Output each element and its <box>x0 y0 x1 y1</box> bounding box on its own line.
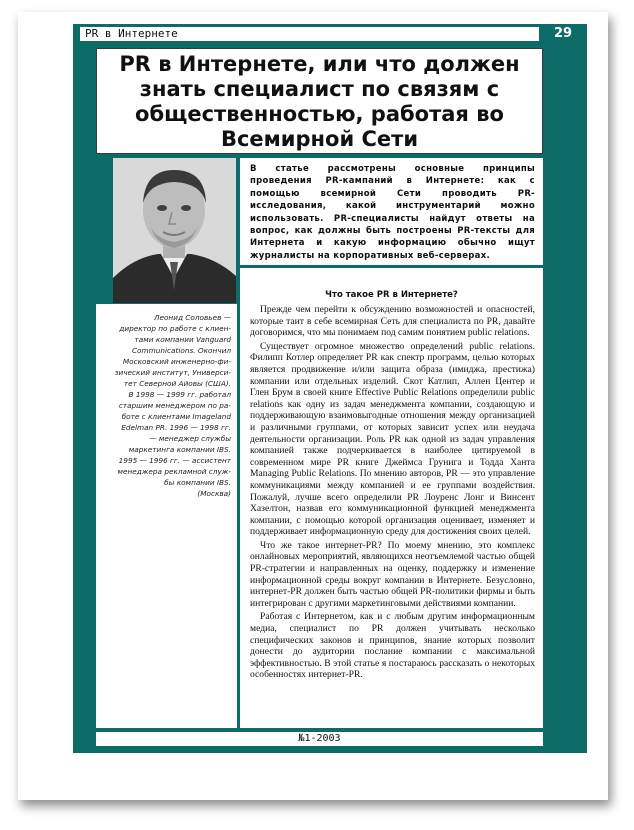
author-caption-column <box>96 304 237 728</box>
paragraph: Что же такое интернет-PR? По моему мнению, это комплекс онлайновых мероприятий, являющихся неотъемлемой частью общей PR-стратегии и направленных на оценку, поддержку и изменение информационной среды вокруг компании в Интернете. Безусловно, интернет-PR должен быть частью общей PR-политики фирмы и быть интегрирован с другими маркетинговыми действиями компании. <box>250 539 535 609</box>
paragraph: Прежде чем перейти к обсуждению возможностей и опасностей, которые таит в себе всемирная Сеть для специалиста по PR, давайте договоримся, что мы понимаем под самим понятием public relations. <box>250 304 535 339</box>
article-title: PR в Интернете, или что должен знать специалист по связям с общественностью, работая во Всемирной Сети <box>119 52 520 151</box>
section-heading: Что такое PR в Интернете? <box>325 290 458 300</box>
page-number: 29 <box>553 26 573 41</box>
title-box <box>96 48 543 154</box>
body-text <box>240 304 543 681</box>
issue-footer: №1-2003 <box>96 732 543 746</box>
running-header: PR в Интернете <box>80 27 539 41</box>
paragraph: Существует огромное множество определений public relations. Филипп Котлер определяет PR как спектр программ, целью которых является продвижение и/или защита образа (имиджа, престижа) компании или отдельных изделий. Скот Катлип, Аллен Центер и Глен Брум в своей книге Effective Public Relations определили public relations как одну из задач менеджмента компании, создающую и поддерживающую взаимовыгодные отношения между организацией и различными группами, от которых зависит успех или неудача деятельности организации. Роль PR как одной из задач управления компанией также подчеркивается в наиболее цитируемой в современном мире PR книге Джеймса Грунига и Тодда Ханта Managing Public Relations. По мнению авторов, PR — это управление коммуникациями между компанией и ее группами воздействия. Пожалуй, лучше всего определили PR Лоуренс Лонг и Винсент Хазелтон, назвав его коммуникационной функцией менеджмента компании, с помощью которой организация оценивает, изменяет и поддерживает информационную среду для достижения своих целей. <box>250 340 535 538</box>
author-photo <box>113 158 236 303</box>
article-lead: В статье рассмотрены основные принципы проведения PR-кампаний в Интернете: как с помощью всемирной Сети проводить PR-исследования, какой инструментарий можно использовать. PR-специалисты найдут ответы на вопрос, как должны быть построены PR-тексты для Интернета и какую информацию обычно ищут журналисты на корпоративных веб-серверах. <box>250 164 535 261</box>
author-portrait-image <box>113 158 236 303</box>
article-body <box>240 268 543 728</box>
author-caption: Леонид Соловьев — директор по работе с клиен- тами компании Vanguard Communications. Окончил Московский инженерно-фи- зический институт, Универси- тет Северной Айовы (США). В 1998 — 1999 гг. работал старшим менеджером по ра- боте с клиентами Imageland Edelman PR. 1996 — 1998 гг. — менеджер службы маркетинга компании IBS. 1995 — 1996 гг. — ассистент менеджера рекламной служ- бы компании IBS. (Москва) <box>114 313 231 498</box>
lead-box <box>240 158 543 265</box>
paragraph: Работая с Интернетом, как и с любым другим информационным медиа, специалист по PR должен учитывать несколько специфических законов и принципов, знание которых позволит донести до аудитории послание компании с максимальной эффективностью. В этой статье я постараюсь рассказать о некоторых особенностях интернет-PR. <box>250 611 535 681</box>
